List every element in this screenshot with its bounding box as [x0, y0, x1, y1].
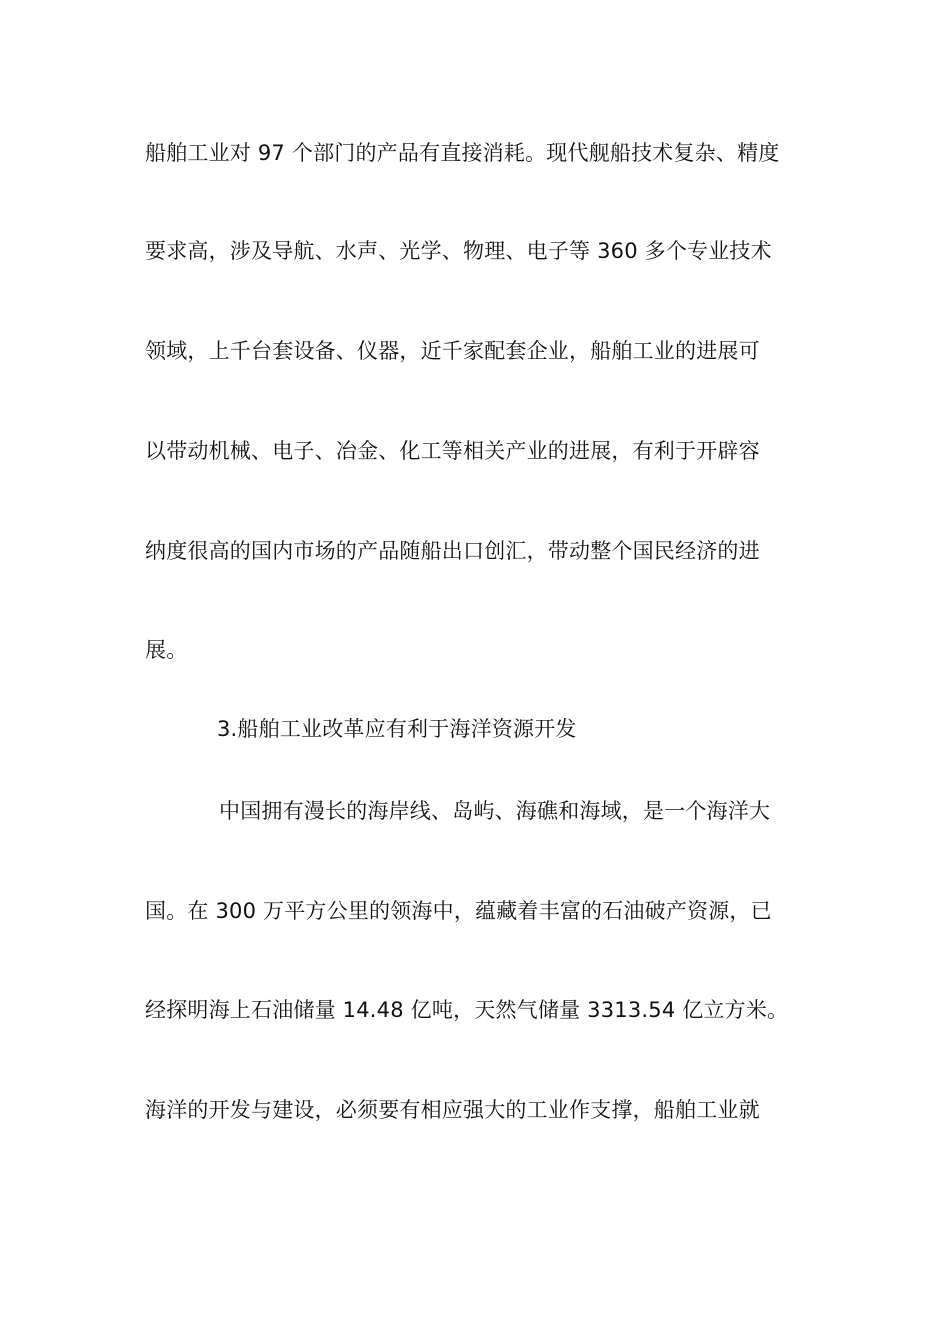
paragraph-2-line-4: 海洋的开发与建设，必须要有相应强大的工业作支撑，船舶工业就: [145, 1098, 760, 1122]
paragraph-2-line-3: 经探明海上石油储量 14.48 亿吨，天然气储量 3313.54 亿立方米。: [145, 998, 789, 1022]
paragraph-2-line-1: 中国拥有漫长的海岸线、岛屿、海礁和海域，是一个海洋大: [219, 799, 771, 823]
paragraph-1-line-3: 领域，上千台套设备、仪器，近千家配套企业，船舶工业的进展可: [145, 339, 760, 363]
paragraph-2-line-2: 国。在 300 万平方公里的领海中，蕴藏着丰富的石油破产资源，已: [145, 899, 772, 923]
paragraph-1-line-1: 船舶工业对 97 个部门的产品有直接消耗。现代舰船技术复杂、精度: [145, 141, 780, 165]
paragraph-1-line-6: 展。: [145, 638, 188, 662]
section-heading: 3.船舶工业改革应有利于海洋资源开发: [217, 717, 577, 741]
paragraph-1-line-4: 以带动机械、电子、冶金、化工等相关产业的进展，有利于开辟容: [145, 439, 760, 463]
paragraph-1-line-5: 纳度很高的国内市场的产品随船出口创汇，带动整个国民经济的进: [145, 539, 760, 563]
paragraph-1-line-2: 要求高，涉及导航、水声、光学、物理、电子等 360 多个专业技术: [145, 239, 772, 263]
